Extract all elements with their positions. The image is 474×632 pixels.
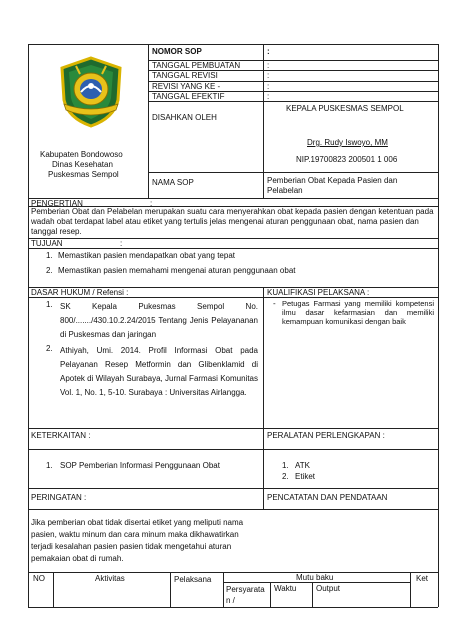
org-name-line2: Dinas Kesehatan — [52, 160, 113, 169]
table-header-output: Output — [316, 584, 341, 593]
nama-sop-label: NAMA SOP — [152, 178, 194, 187]
line — [263, 44, 264, 198]
colon: : — [267, 71, 270, 80]
pencatatan-label: PENCATATAN DAN PENDATAAN — [267, 493, 388, 502]
line — [438, 44, 439, 607]
keterkaitan-label: KETERKAITAN : — [31, 431, 91, 440]
dasar-hukum-label: DASAR HUKUM / Refensi : — [31, 288, 129, 297]
disahkan-label: DISAHKAN OLEH — [152, 113, 217, 122]
colon: : — [267, 82, 270, 91]
colon: : — [150, 199, 153, 208]
line — [28, 248, 438, 249]
colon: : — [120, 239, 123, 248]
bondowoso-crest-logo — [56, 56, 126, 128]
line — [28, 198, 438, 199]
tanggal-efektif-label: TANGGAL EFEKTIF — [152, 92, 225, 101]
pengertian-text: Pemberian Obat dan Pelabelan merupakan suatu cara menyerahkan obat kepada pasien dengan ketentuan pada wadah obat terdapat label atau etiket yang tertulis jelas mengenai aturan penggunaan obat, nama pasien dan tanggal resep. — [31, 207, 434, 236]
org-name-line1: Kabupaten Bondowoso — [40, 150, 123, 159]
line — [28, 428, 438, 429]
peralatan-label: PERALATAN PERLENGKAPAN : — [267, 431, 385, 440]
peringatan-label: PERINGATAN : — [31, 493, 87, 502]
revisi-label: REVISI YANG KE - — [152, 82, 221, 91]
approver-name: Drg. Rudy Iswoyo, MM — [307, 138, 388, 147]
nama-sop-value: Pemberian Obat Kepada Pasien dan Pelabelan — [267, 176, 398, 195]
line — [28, 509, 438, 510]
tujuan-label: TUJUAN — [31, 239, 63, 248]
colon: : — [267, 47, 270, 56]
line — [263, 287, 264, 428]
nomor-sop-label: NOMOR SOP — [152, 47, 202, 56]
dasar-hukum-number: 1. — [46, 300, 53, 309]
org-name-line3: Puskesmas Sempol — [48, 170, 119, 179]
tujuan-number: 1. — [46, 251, 53, 260]
line — [28, 449, 438, 450]
peringatan-text: Jika pemberian obat tidak disertai etiket yang meliputi nama pasien, waktu minum dan cara minum maka dikhawatirkan terjadi kesalahan pasien pasien tidak mengetahui aturan pemakaian obat di rumah. — [31, 518, 244, 563]
table-header-pelaksana: Pelaksana — [174, 575, 212, 584]
keterkaitan-number: 1. — [46, 461, 53, 470]
line — [223, 572, 224, 607]
peralatan-number: 2. — [282, 472, 289, 481]
table-header-mutu-baku: Mutu baku — [296, 573, 334, 582]
dasar-hukum-number: 2. — [46, 344, 53, 353]
keterkaitan-item: SOP Pemberian Informasi Penggunaan Obat — [60, 461, 220, 470]
tujuan-number: 2. — [46, 266, 53, 275]
table-header-waktu: Waktu — [274, 584, 297, 593]
approver-nip: NIP.19700823 200501 1 006 — [296, 155, 398, 164]
line — [312, 582, 313, 607]
dash-bullet: - — [273, 299, 276, 308]
tanggal-pembuatan-label: TANGGAL PEMBUATAN — [152, 61, 241, 70]
line — [270, 582, 271, 607]
line — [410, 572, 411, 607]
line — [148, 172, 438, 173]
tujuan-item: Memastikan pasien memahami mengenai aturan penggunaan obat — [58, 266, 296, 275]
table-header-persyaratan: Persyaratan / — [226, 585, 265, 605]
line — [28, 607, 438, 608]
line — [53, 572, 54, 607]
dasar-hukum-item: Athiyah, Umi. 2014. Profil Informasi Obat pada Pelayanan Resep Metformin dan Glibenklamid di Apotek di Wilayah Surabaya, Jurnal Farmasi Komunitas Vol. 1, No. 1, 5-10. Surabaya : Universitas Airlangga. — [60, 346, 258, 397]
line — [263, 428, 264, 509]
table-header-aktivitas: Aktivitas — [95, 574, 125, 583]
approver-title: KEPALA PUSKESMAS SEMPOL — [286, 104, 404, 113]
line — [28, 572, 438, 573]
kualifikasi-text: Petugas Farmasi yang memiliki kompetensi ilmu dasar kefarmasian dan memiliki kemampuan komunikasi dengan baik — [282, 299, 434, 326]
table-header-no: NO — [33, 574, 45, 583]
colon: : — [267, 61, 270, 70]
line — [28, 238, 438, 239]
dasar-hukum-item: SK Kepala Pukesmas Sempol No. 800/......./430.10.2.24/2015 Tentang Jenis Pelayananan di Puskesmas dan jaringan — [60, 302, 258, 339]
tanggal-revisi-label: TANGGAL REVISI — [152, 71, 218, 80]
line — [148, 44, 149, 198]
kualifikasi-label: KUALIFIKASI PELAKSANA : — [267, 288, 370, 297]
colon: : — [267, 92, 270, 101]
line — [28, 488, 438, 489]
pengertian-label: PENGERTIAN — [31, 199, 83, 208]
table-header-ket: Ket — [416, 574, 429, 583]
line — [170, 572, 171, 607]
peralatan-item: ATK — [295, 461, 310, 470]
peralatan-item: Etiket — [295, 472, 316, 481]
tujuan-item: Memastikan pasien mendapatkan obat yang tepat — [58, 251, 236, 260]
line — [28, 44, 438, 45]
line — [28, 44, 29, 607]
peralatan-number: 1. — [282, 461, 289, 470]
